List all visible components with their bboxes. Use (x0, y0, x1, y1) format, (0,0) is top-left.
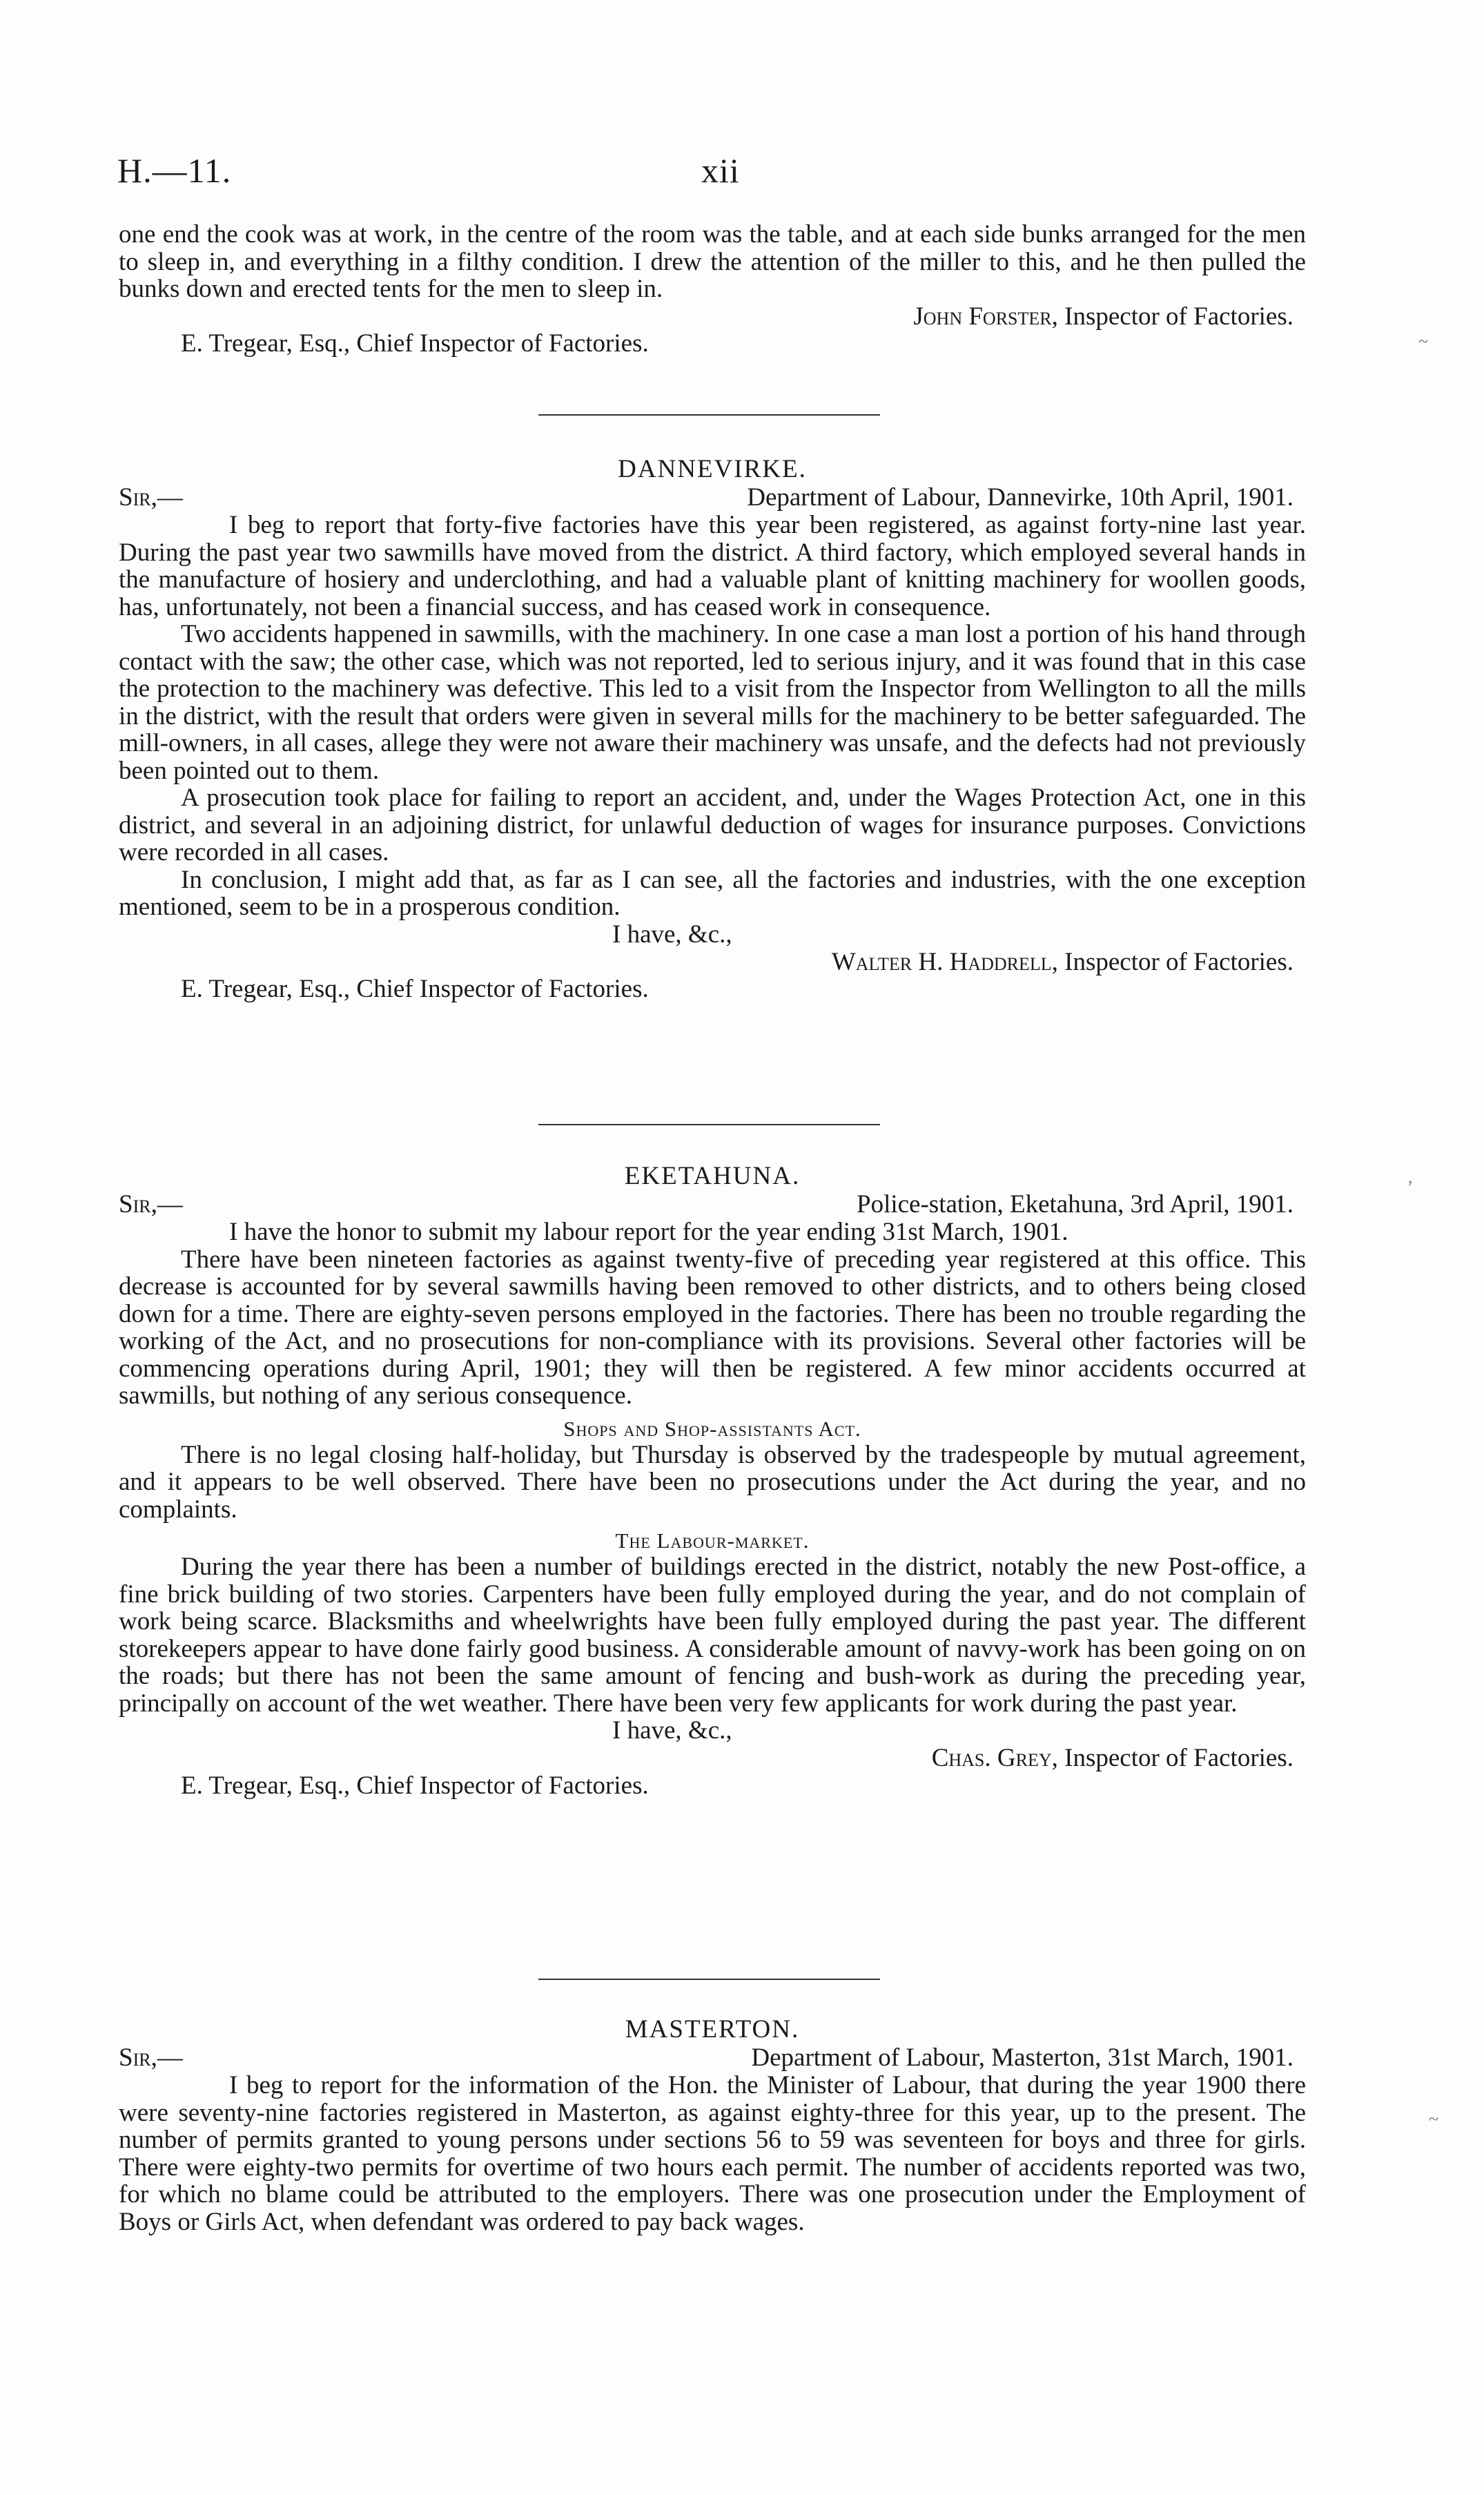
signature (119, 1745, 1306, 1772)
masterton-section (119, 2015, 1306, 2235)
section-divider (538, 1979, 880, 1980)
paragraph: I beg to report for the information of the Hon. the Minister of Labour, that during the year 1900 there were seventy-nine factories registered in Masterton, as against eighty-three for this year, up to the present. The number of permits granted to young persons under sections 56 to 59 was seventeen for boys and three for girls. There were eighty-two permits for overtime of two hours each permit. The number of accidents reported was two, for which no blame could be attributed to the employers. There was one prosecution under the Employment of Boys or Girls Act, when defendant was ordered to pay back wages. (119, 2071, 1306, 2236)
eketahuna-section (119, 1161, 1306, 1800)
signature (119, 303, 1306, 331)
salutation: Sir,— (119, 483, 183, 512)
paragraph: There is no legal closing half-holiday, but Thursday is observed by the tradespeople by mutual agreement, and it appears to be well observed. There have been no prosecutions under the Act during the year, and no complaints. (119, 1440, 1306, 1524)
signer-title: , Inspector of Factories. (1051, 947, 1293, 976)
paragraph: In conclusion, I might add that, as far as I can see, all the factories and industries, with the one exception mentioned, seem to be in a prosperous condition. (119, 865, 1306, 921)
addressee: E. Tregear, Esq., Chief Inspector of Factories. (181, 1771, 649, 1800)
signer-name: John Forster (913, 302, 1052, 331)
subheading: The Labour-market. (615, 1528, 810, 1553)
dannevirke-section (119, 454, 1306, 1003)
carryover-paragraph: one end the cook was at work, in the centre of the room was the table, and at each side bunks arranged for the men to sleep in, and everything in a filthy condition. I drew the attention of the miller to this, and he then pulled the bunks down and erected tents for the men to sleep in. (119, 220, 1306, 303)
section-divider (538, 414, 880, 416)
section-divider (538, 1124, 880, 1125)
salutation-row (119, 1191, 1306, 1219)
paragraph: I beg to report that forty-five factories have this year been registered, as against forty-nine last year. During the past year two sawmills have moved from the district. A third factory, which employed several hands in the manufacture of hosiery and underclothing, and had a valuable plant of knitting machinery for woollen goods, has, unfortunately, not been a financial success, and has ceased work in consequence. (119, 511, 1306, 621)
margin-mark: ~ (1429, 2109, 1439, 2129)
page-number: xii (701, 151, 740, 190)
carryover-section (119, 221, 1306, 358)
salutation-row (119, 2044, 1306, 2072)
page-reference: H.—11. (117, 151, 232, 190)
section-title: EKETAHUNA. (624, 1162, 801, 1190)
addressee: E. Tregear, Esq., Chief Inspector of Factories. (181, 329, 649, 358)
margin-mark: , (1408, 1167, 1413, 1187)
paragraph: Two accidents happened in sawmills, with the machinery. In one case a man lost a portion of his hand through contact with the saw; the other case, which was not reported, led to serious injury, and it was found that in this case the protection to the machinery was defective. This led to a visit from the Inspector from Wellington to all the mills in the district, with the result that orders were given in several mills for the machinery to be better safeguarded. The mill-owners, in all cases, allege they were not aware their machinery was unsafe, and the defects had not previously been pointed out to them. (119, 620, 1306, 785)
closing: I have, &c., (612, 920, 732, 949)
signer-name: Walter H. Haddrell (831, 947, 1052, 976)
paragraph: A prosecution took place for failing to report an accident, and, under the Wages Protection Act, one in this district, and several in an adjoining district, for unlawful deduction of wages for insurance purposes. Convictions were recorded in all cases. (119, 784, 1306, 866)
salutation-row (119, 484, 1306, 512)
section-title: DANNEVIRKE. (618, 455, 807, 483)
paragraph: I have the honor to submit my labour report for the year ending 31st March, 1901. (229, 1218, 1068, 1246)
dateline: Police-station, Eketahuna, 3rd April, 1901. (857, 1190, 1293, 1219)
paragraph: During the year there has been a number of buildings erected in the district, notably the new Post-office, a fine brick building of two stories. Carpenters have been fully employed during the year, and do not complain of work being scarce. Blacksmiths and wheelwrights have been fully employed during the past year. The different storekeepers appear to have done fairly good business. A considerable amount of navvy-work has been going on on the roads; but there has not been the same amount of fencing and bush-work as during the preceding year, principally on account of the wet weather. There have been very few applicants for work during the past year. (119, 1553, 1306, 1718)
closing: I have, &c., (612, 1716, 732, 1745)
salutation: Sir,— (119, 1190, 183, 1219)
section-title: MASTERTON. (625, 2015, 800, 2043)
signer-title: , Inspector of Factories. (1051, 1744, 1293, 1772)
signer-title: , Inspector of Factories. (1051, 302, 1293, 331)
signature (119, 949, 1306, 976)
signer-name: Chas. Grey (931, 1744, 1052, 1772)
salutation: Sir,— (119, 2043, 183, 2072)
subheading: Shops and Shop-assistants Act. (563, 1416, 861, 1441)
addressee: E. Tregear, Esq., Chief Inspector of Factories. (181, 975, 649, 1003)
paragraph: There have been nineteen factories as against twenty-five of preceding year registered at this office. This decrease is accounted for by several sawmills having been removed to other districts, and to others being closed down for a time. There are eighty-seven persons employed in the factories. There has been no trouble regarding the working of the Act, and no prosecutions for non-compliance with its provisions. Several other factories will be commencing operations during April, 1901; they will then be registered. A few minor accidents occurred at sawmills, but nothing of any serious consequence. (119, 1245, 1306, 1410)
dateline: Department of Labour, Masterton, 31st March, 1901. (751, 2043, 1293, 2072)
dateline: Department of Labour, Dannevirke, 10th April, 1901. (747, 483, 1293, 512)
margin-mark: ~ (1418, 331, 1429, 351)
